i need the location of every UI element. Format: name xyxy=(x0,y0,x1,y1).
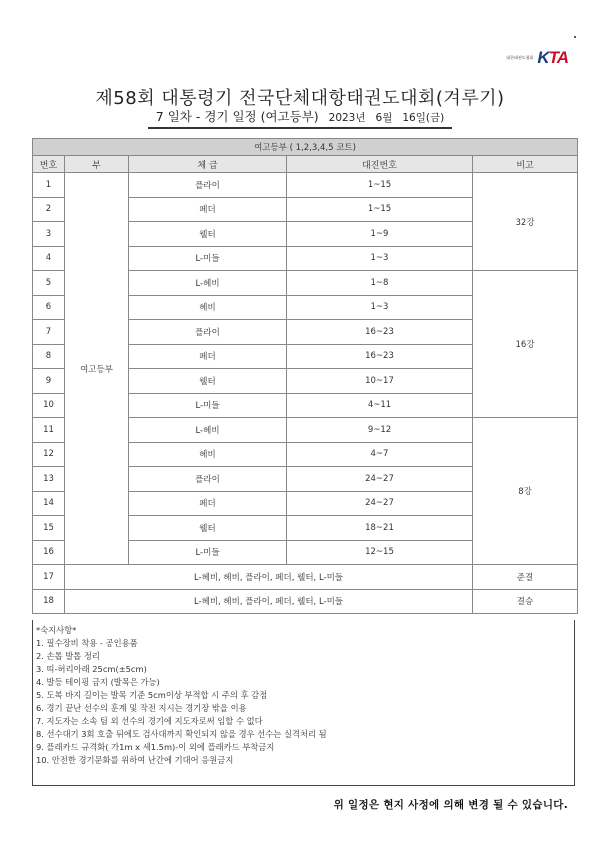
match-range: 9~12 xyxy=(287,418,473,443)
match-range: 10~17 xyxy=(287,369,473,394)
weight-class: 웰터 xyxy=(129,222,287,247)
note-item: 9. 플래카드 규격화( 가1m x 세1.5m)-이 외에 플래카드 부착금지 xyxy=(36,742,275,752)
header-remarks: 비고 xyxy=(473,156,578,173)
match-range: 1~9 xyxy=(287,222,473,247)
footer-notice: 위 일정은 현지 사정에 의해 변경 될 수 있습니다. xyxy=(333,799,568,811)
match-range: 1~3 xyxy=(287,295,473,320)
combined-weight-classes: L-헤비, 헤비, 플라이, 페더, 웰터, L-미들 xyxy=(65,565,473,590)
row-number: 9 xyxy=(33,369,65,394)
note-item: 8. 선수대기 3회 호출 뒤에도 검사대까지 확인되지 않을 경우 선수는 실격처리 됨 xyxy=(36,729,327,739)
row-number: 4 xyxy=(33,246,65,271)
row-number: 6 xyxy=(33,295,65,320)
row-number: 16 xyxy=(33,540,65,565)
match-range: 24~27 xyxy=(287,491,473,516)
weight-class: 페더 xyxy=(129,197,287,222)
match-range: 1~15 xyxy=(287,173,473,198)
match-range: 1~8 xyxy=(287,271,473,296)
row-number: 14 xyxy=(33,491,65,516)
match-range: 4~11 xyxy=(287,393,473,418)
subtitle-month: 6월 xyxy=(375,112,393,124)
subtitle-date xyxy=(329,112,445,124)
logo-mark-k: K xyxy=(537,48,549,67)
combined-weight-classes: L-헤비, 헤비, 플라이, 페더, 웰터, L-미들 xyxy=(65,589,473,614)
round-remark: 16강 xyxy=(473,271,578,418)
match-range: 24~27 xyxy=(287,467,473,492)
note-item: 1. 필수장비 착용 - 공인용품 xyxy=(36,638,138,648)
row-number: 1 xyxy=(33,173,65,198)
row-number: 12 xyxy=(33,442,65,467)
row-number: 3 xyxy=(33,222,65,247)
weight-class: 페더 xyxy=(129,344,287,369)
table-row xyxy=(33,589,578,614)
weight-class: L-헤비 xyxy=(129,271,287,296)
weight-class: 플라이 xyxy=(129,320,287,345)
match-range: 1~3 xyxy=(287,246,473,271)
row-number: 10 xyxy=(33,393,65,418)
note-item: 2. 손톱 발톱 정리 xyxy=(36,651,100,661)
weight-class: 웰터 xyxy=(129,516,287,541)
document-subtitle xyxy=(148,107,452,129)
match-range: 16~23 xyxy=(287,320,473,345)
match-range: 12~15 xyxy=(287,540,473,565)
row-number: 8 xyxy=(33,344,65,369)
note-item: 4. 발등 테이핑 금지 (발목은 가능) xyxy=(36,677,160,687)
subtitle-day-date: 16일(금) xyxy=(402,112,445,124)
round-remark: 결승 xyxy=(473,589,578,614)
mark-dot xyxy=(574,36,576,38)
note-item: 7. 지도자는 소속 팀 외 선수의 경기에 지도자로써 임할 수 없다 xyxy=(36,716,263,726)
header-number: 번호 xyxy=(33,156,65,173)
weight-class: 웰터 xyxy=(129,369,287,394)
row-number: 2 xyxy=(33,197,65,222)
weight-class: 헤비 xyxy=(129,442,287,467)
row-number: 11 xyxy=(33,418,65,443)
round-remark: 32강 xyxy=(473,173,578,271)
weight-class: L-헤비 xyxy=(129,418,287,443)
weight-class: L-미들 xyxy=(129,540,287,565)
court-banner: 여고등부 ( 1,2,3,4,5 코트) xyxy=(33,139,578,156)
notes-heading: *숙지사항* xyxy=(36,625,77,635)
note-item: 3. 띠-허리아래 25cm(±5cm) xyxy=(36,664,147,674)
header-weight-class: 체 급 xyxy=(129,156,287,173)
round-remark: 준결 xyxy=(473,565,578,590)
logo-mark xyxy=(537,48,568,68)
subtitle-year: 2023년 xyxy=(328,112,366,124)
row-number: 17 xyxy=(33,565,65,590)
subtitle-day: 7 일차 - 경기 일정 (여고등부) xyxy=(155,109,319,124)
row-number: 5 xyxy=(33,271,65,296)
header-division: 부 xyxy=(65,156,129,173)
row-number: 15 xyxy=(33,516,65,541)
schedule-table xyxy=(32,138,578,614)
logo-org-text: 대한태권도협회 xyxy=(506,55,534,60)
row-number: 13 xyxy=(33,467,65,492)
table-row xyxy=(33,173,578,198)
document-title: 제58회 대통령기 전국단체대항태권도대회(겨루기) xyxy=(95,88,505,109)
note-item: 6. 경기 끝난 선수의 훈계 및 작전 지시는 경기장 밖을 이용 xyxy=(36,703,247,713)
row-number: 7 xyxy=(33,320,65,345)
match-range: 18~21 xyxy=(287,516,473,541)
match-range: 4~7 xyxy=(287,442,473,467)
header-match-number: 대진번호 xyxy=(287,156,473,173)
weight-class: 플라이 xyxy=(129,173,287,198)
division-cell: 여고등부 xyxy=(65,173,129,565)
match-range: 1~15 xyxy=(287,197,473,222)
note-item: 5. 도복 바지 길이는 발목 기준 5cm이상 부적합 시 주의 후 감점 xyxy=(36,690,268,700)
weight-class: 헤비 xyxy=(129,295,287,320)
note-item: 10. 안전한 경기문화를 위하여 난간에 기대어 응원금지 xyxy=(36,755,234,765)
table-row xyxy=(33,565,578,590)
round-remark: 8강 xyxy=(473,418,578,565)
weight-class: 플라이 xyxy=(129,467,287,492)
match-range: 16~23 xyxy=(287,344,473,369)
row-number: 18 xyxy=(33,589,65,614)
weight-class: L-미들 xyxy=(129,246,287,271)
logo-mark-ta: TA xyxy=(548,48,568,67)
kta-logo xyxy=(506,48,568,68)
weight-class: L-미들 xyxy=(129,393,287,418)
notes-box xyxy=(32,620,575,786)
weight-class: 페더 xyxy=(129,491,287,516)
